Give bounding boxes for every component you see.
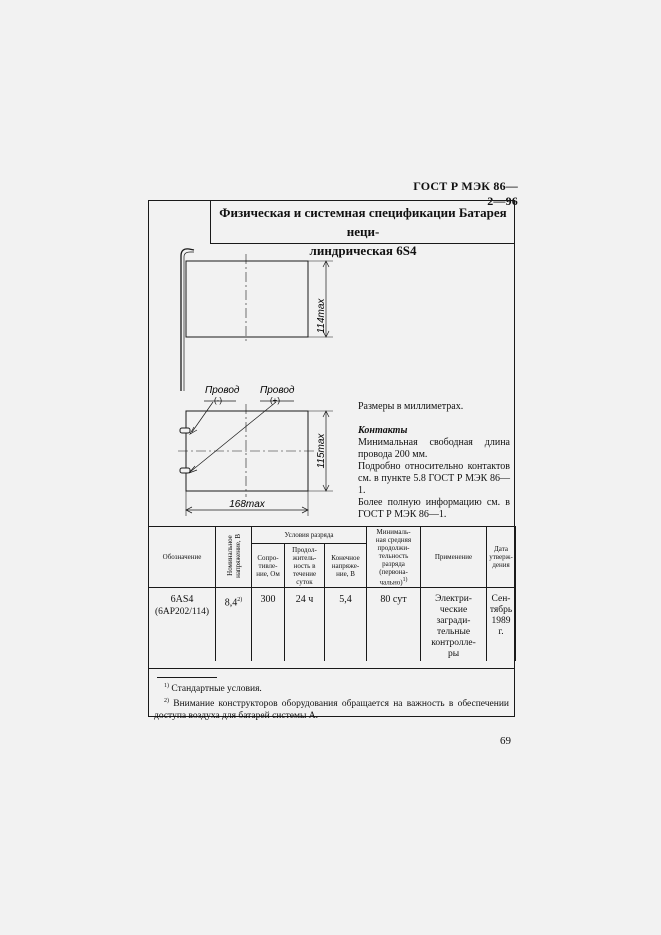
contacts-note-2: Подробно относительно контактов см. в пункте 5.8 ГОСТ Р МЭК 86—1. bbox=[358, 461, 510, 496]
th-final-voltage: Конечное напряже- ние, В bbox=[325, 544, 367, 588]
footnotes bbox=[148, 668, 515, 722]
cell-designation: 6AS4 (6AP202/114) bbox=[149, 588, 216, 662]
th-discharge-conditions: Условия разряда bbox=[252, 527, 367, 544]
cell-resistance: 300 bbox=[252, 588, 285, 662]
contacts-note-3: Более полную информацию см. в ГОСТ Р МЭК 86—1. bbox=[358, 497, 510, 520]
th-nominal-voltage: Номинальное напряжение, В bbox=[216, 527, 252, 588]
height-dim-label: 114max bbox=[316, 298, 327, 334]
depth-dim-label: 115max bbox=[316, 433, 327, 469]
title-line-1: Физическая и системная спецификации Батарея неци- bbox=[219, 205, 507, 239]
cell-application: Электри- ческие загради- тельные контролле- ры bbox=[421, 588, 487, 662]
spec-table bbox=[148, 526, 516, 661]
th-resistance: Сопро- тивле- ние, Ом bbox=[252, 544, 285, 588]
cell-approval-date: Сен- тябрь 1989 г. bbox=[487, 588, 516, 662]
top-view bbox=[181, 249, 333, 391]
contacts-heading: Контакты bbox=[358, 425, 408, 436]
table-row bbox=[149, 588, 516, 662]
wire-positive-sign: (+) bbox=[270, 396, 280, 405]
spec-title bbox=[210, 200, 515, 258]
cell-final-voltage: 5,4 bbox=[325, 588, 367, 662]
th-min-duration: Минималь- ная средняя продолжи- тельность разряда (первона- чально)$^{1)}$ bbox=[367, 527, 421, 588]
contacts-note-1: Минимальная свободная длина провода 200 мм. bbox=[358, 437, 510, 460]
wire-positive-label: Провод bbox=[260, 385, 295, 396]
wire-negative-label: Провод bbox=[205, 385, 240, 396]
cell-nominal-voltage: 8,4$^{2)}$ bbox=[216, 588, 252, 662]
title-line-2: линдрическая 6S4 bbox=[309, 243, 417, 258]
footnote-2: $^{2)}$ Внимание конструкторов оборудования обращается на важность в обеспечении доступа воздуха для батарей системы А. bbox=[154, 698, 510, 722]
notes-block bbox=[358, 401, 510, 521]
footnote-rule bbox=[157, 677, 217, 678]
th-application: Применение bbox=[421, 527, 487, 588]
width-dim-label: 168max bbox=[229, 499, 265, 510]
th-designation: Обозначение bbox=[149, 527, 216, 588]
page-number: 69 bbox=[500, 735, 511, 747]
footnote-1: $^{1)}$ Стандартные условия. bbox=[164, 683, 262, 695]
cell-duration: 24 ч bbox=[285, 588, 325, 662]
th-approval-date: Дата утверж- дения bbox=[487, 527, 516, 588]
th-duration: Продол- житель- ность в течение суток bbox=[285, 544, 325, 588]
document-header: ГОСТ Р МЭК 86—2—96 bbox=[413, 179, 518, 208]
wire-negative-sign: (-) bbox=[214, 396, 222, 405]
battery-drawing bbox=[148, 244, 358, 526]
units-note: Размеры в миллиметрах. bbox=[358, 401, 464, 412]
cell-min-duration: 80 сут bbox=[367, 588, 421, 662]
